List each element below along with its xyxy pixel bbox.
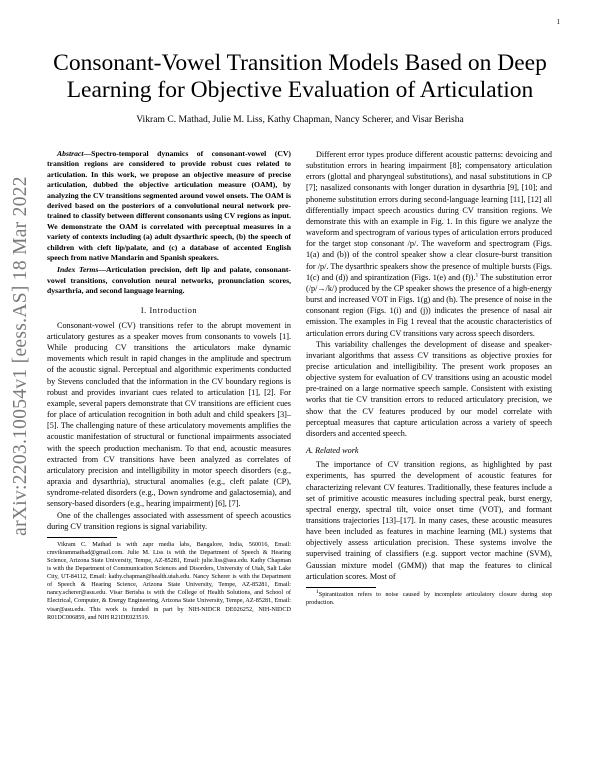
- footnote-marker: 1: [475, 271, 479, 278]
- index-terms-text: Articulation precision, deft lip and palate, consonant-vowel transitions, convolution neural networks, pronunciation scores, dysarthria, and second language learning.: [47, 265, 291, 296]
- spirantization-footnote-text: Spirantization refers to noise caused by incomplete articulatory closure during stop production.: [306, 590, 552, 607]
- right-paragraph-1-text: Different error types produce different acoustic patterns: devoicing and substitution errors in hearing impairment [8]; compensatory articulation errors (glottal and pharyngeal substitutions), and nasal substitutions in CP [7]; nasalized consonants with longer duration in dysarthria [9], [10]; and phoneme substitution errors during second-language learning [11], [12] all differentially impact speech acoustics during CV transition regions. We demonstrate this with an example in Fig. 1. In this figure we analyze the waveform and spectrogram of various types of articulation errors produced for the target stop consonant /p/. The waveform and spectrogram (Figs. 1(a) and (b)) of the control speaker show a clear closure-burst transition for /p/. The dysarthric speakers show the presence of multiple bursts (Figs. 1(c) and (d)) and spirantization (Figs. 1(e) and (f)).: [306, 150, 552, 282]
- abstract: Abstract—Spectro-temporal dynamics of consonant-vowel (CV) transition regions are considered to provide robust cues related to articulation. In this work, we propose an objective measure of precise articulation, dubbed the objective articulation measure (OAM), by analyzing the CV transitions segmented around vowel onsets. The OAM is derived based on the posteriors of a convolutional neural network pre-trained to classify between different consonants using CV regions as input. We demonstrate the OAM is correlated with perceptual measures in a variety of contexts including (a) adult dysarthric speech, (b) the speech of children with cleft lip/palate, and (c) a database of accented English speech from native Mandarin and Spanish speakers.: [47, 149, 291, 263]
- index-terms-label: Index Terms: [57, 265, 99, 275]
- footnote-divider-right: [306, 587, 376, 588]
- right-paragraph-1: [306, 149, 552, 339]
- arxiv-identifier-stamp: [8, 136, 34, 576]
- footnote-divider: [47, 537, 117, 538]
- page-number: 1: [556, 18, 560, 26]
- arxiv-identifier-text: arXiv:2203.10054v1 [eess.AS] 18 Mar 2022: [10, 176, 31, 536]
- right-paragraph-1-continued: The substitution error (/p/→/k/) produced by the CP speaker shows the presence of a high-energy burst and increased VOT in Figs. 1(g) and (h). The presence of noise in the consonant region (Figs. 1(i) and (j)) indicates the presence of nasal air emission. The examples in Fig 1 reveal that the acoustic characteristics of articulation errors during CV transitions vary across speech disorders.: [306, 272, 552, 338]
- right-paragraph-2: This variability challenges the development of disease and speaker-invariant algorithms that assess CV transitions as objective proxies for precise articulation and intelligibility. The present work proposes an objective system for evaluation of CV transitions using an acoustic model pre-trained on a large normative speech sample. Consistent with existing works that tie CV transition errors to reduced articulatory precision, we show that the CV features produced by our model correlate with perceptual measures that capture articulation across a variety of speech disorders and accented speech.: [306, 339, 552, 438]
- footnote-number: 1: [316, 588, 319, 595]
- affiliation-footnote: Vikram C. Mathad is with zapr media labs, Bangalore, India, 560016, Email: cmvikrammathad@gmail.com. Julie M. Liss is with the Department of Speech & Hearing Science, Arizona State University, Tempe, AZ-85281, Email: julie.liss@asu.edu. Kathy Chapman is with the Department of Communication Sciences and Disorders, University of Utah, Salt Lake City, UT-84112, Email: kathy.chapman@health.utah.edu. Nancy Scherer is with the Department of Speech & Hearing Science, Arizona State University, Tempe, AZ-85281, Email: nancy.scherer@asu.edu. Visar Berisha is with the College of Health Solutions, and School of Electrical, Computer, & Energy Engineering, Arizona State University, Tempe, AZ-85281, Email: visar@asu.edu. This work is funded in part by NIH-NIDCR DE026252, NIH-NIDCD R01DC006859, and NIH R21DE023519.: [47, 540, 291, 621]
- paper-title: Consonant-Vowel Transition Models Based on Deep Learning for Objective Evaluation of Articulation: [53, 50, 547, 103]
- abstract-label: Abstract: [57, 149, 84, 158]
- section-heading-introduction: I. Introduction: [140, 305, 198, 315]
- intro-paragraph-1: Consonant-vowel (CV) transitions refer to the abrupt movement in articulatory gestures as a speaker moves from consonants to vowels [1]. While producing CV transitions the articulators make dynamic movements which result in rapid changes in the amplitude and spectrum of the acoustic signal. Perceptual and algorithmic experiments conducted by Stevens concluded that the information in the CV boundary regions is robust and provides invariant cues related to articulation [1], [2]. For example, several papers demonstrate that CV transitions are efficient cues for place of articulation recognition in both adult and child speakers [3]–[5]. The challenging nature of these articulatory movements amplifies the acoustic manifestation of structural or functional impairments associated with the speech production mechanism. To that end, acoustic measures extracted from CV transitions have been analyzed as correlates of articulatory precision and intelligibility in motor speech disorders (e.g., apraxia and dysarthria), structural anomalies (e.g., cleft palate (CP), syndrome-related disorders (e.g., Down syndrome and galactosemia), and sensory-based disorders (e.g., hearing impairment) [6], [7].: [47, 320, 291, 509]
- left-column: [47, 149, 291, 622]
- author-list: Vikram C. Mathad, Julie M. Liss, Kathy Chapman, Nancy Scherer, and Visar Berisha: [136, 114, 464, 125]
- subsection-heading-related-work: A. Related work: [306, 446, 359, 456]
- index-terms: Index Terms—Articulation precision, deft lip and palate, consonant-vowel transitions, convolution neural networks, pronunciation scores, dysarthria, and second language learning.: [47, 265, 291, 296]
- spirantization-footnote: [306, 588, 552, 607]
- intro-paragraph-2: One of the challenges associated with assessment of speech acoustics during CV transition regions is signal variability.: [47, 510, 291, 531]
- abstract-text: Spectro-temporal dynamics of consonant-vowel (CV) transition regions are considered to provide robust cues related to articulation. In this work, we propose an objective measure of precise articulation, dubbed the objective articulation measure (OAM), by analyzing the CV transitions segmented around vowel onsets. The OAM is derived based on the posteriors of a convolutional neural network pre-trained to classify between different consonants using CV regions as input. We demonstrate the OAM is correlated with perceptual measures in a variety of contexts including (a) adult dysarthric speech, (b) the speech of children with cleft lip/palate, and (c) a database of accented English speech from native Mandarin and Spanish speakers.: [47, 149, 291, 263]
- right-column: [306, 149, 552, 607]
- related-work-paragraph: The importance of CV transition regions, as highlighted by past experiments, has spurred the development of acoustic features for characterizing relevant CV features. Traditionally, these features include a set of primitive acoustic measures including spectral peak, burst energy, spectral energy, spectral tilt, voice onset time (VOT), and formant transitions trajectories [13]–[17]. In many cases, these acoustic measures have been included as features in machine learning (ML) systems that objectively assess articulation precision. These systems involve the supervised training of classifiers (e.g. support vector machine (SVM), Gaussian mixture model (GMM)) that map the features to clinical articulation scores. Most of: [306, 460, 552, 581]
